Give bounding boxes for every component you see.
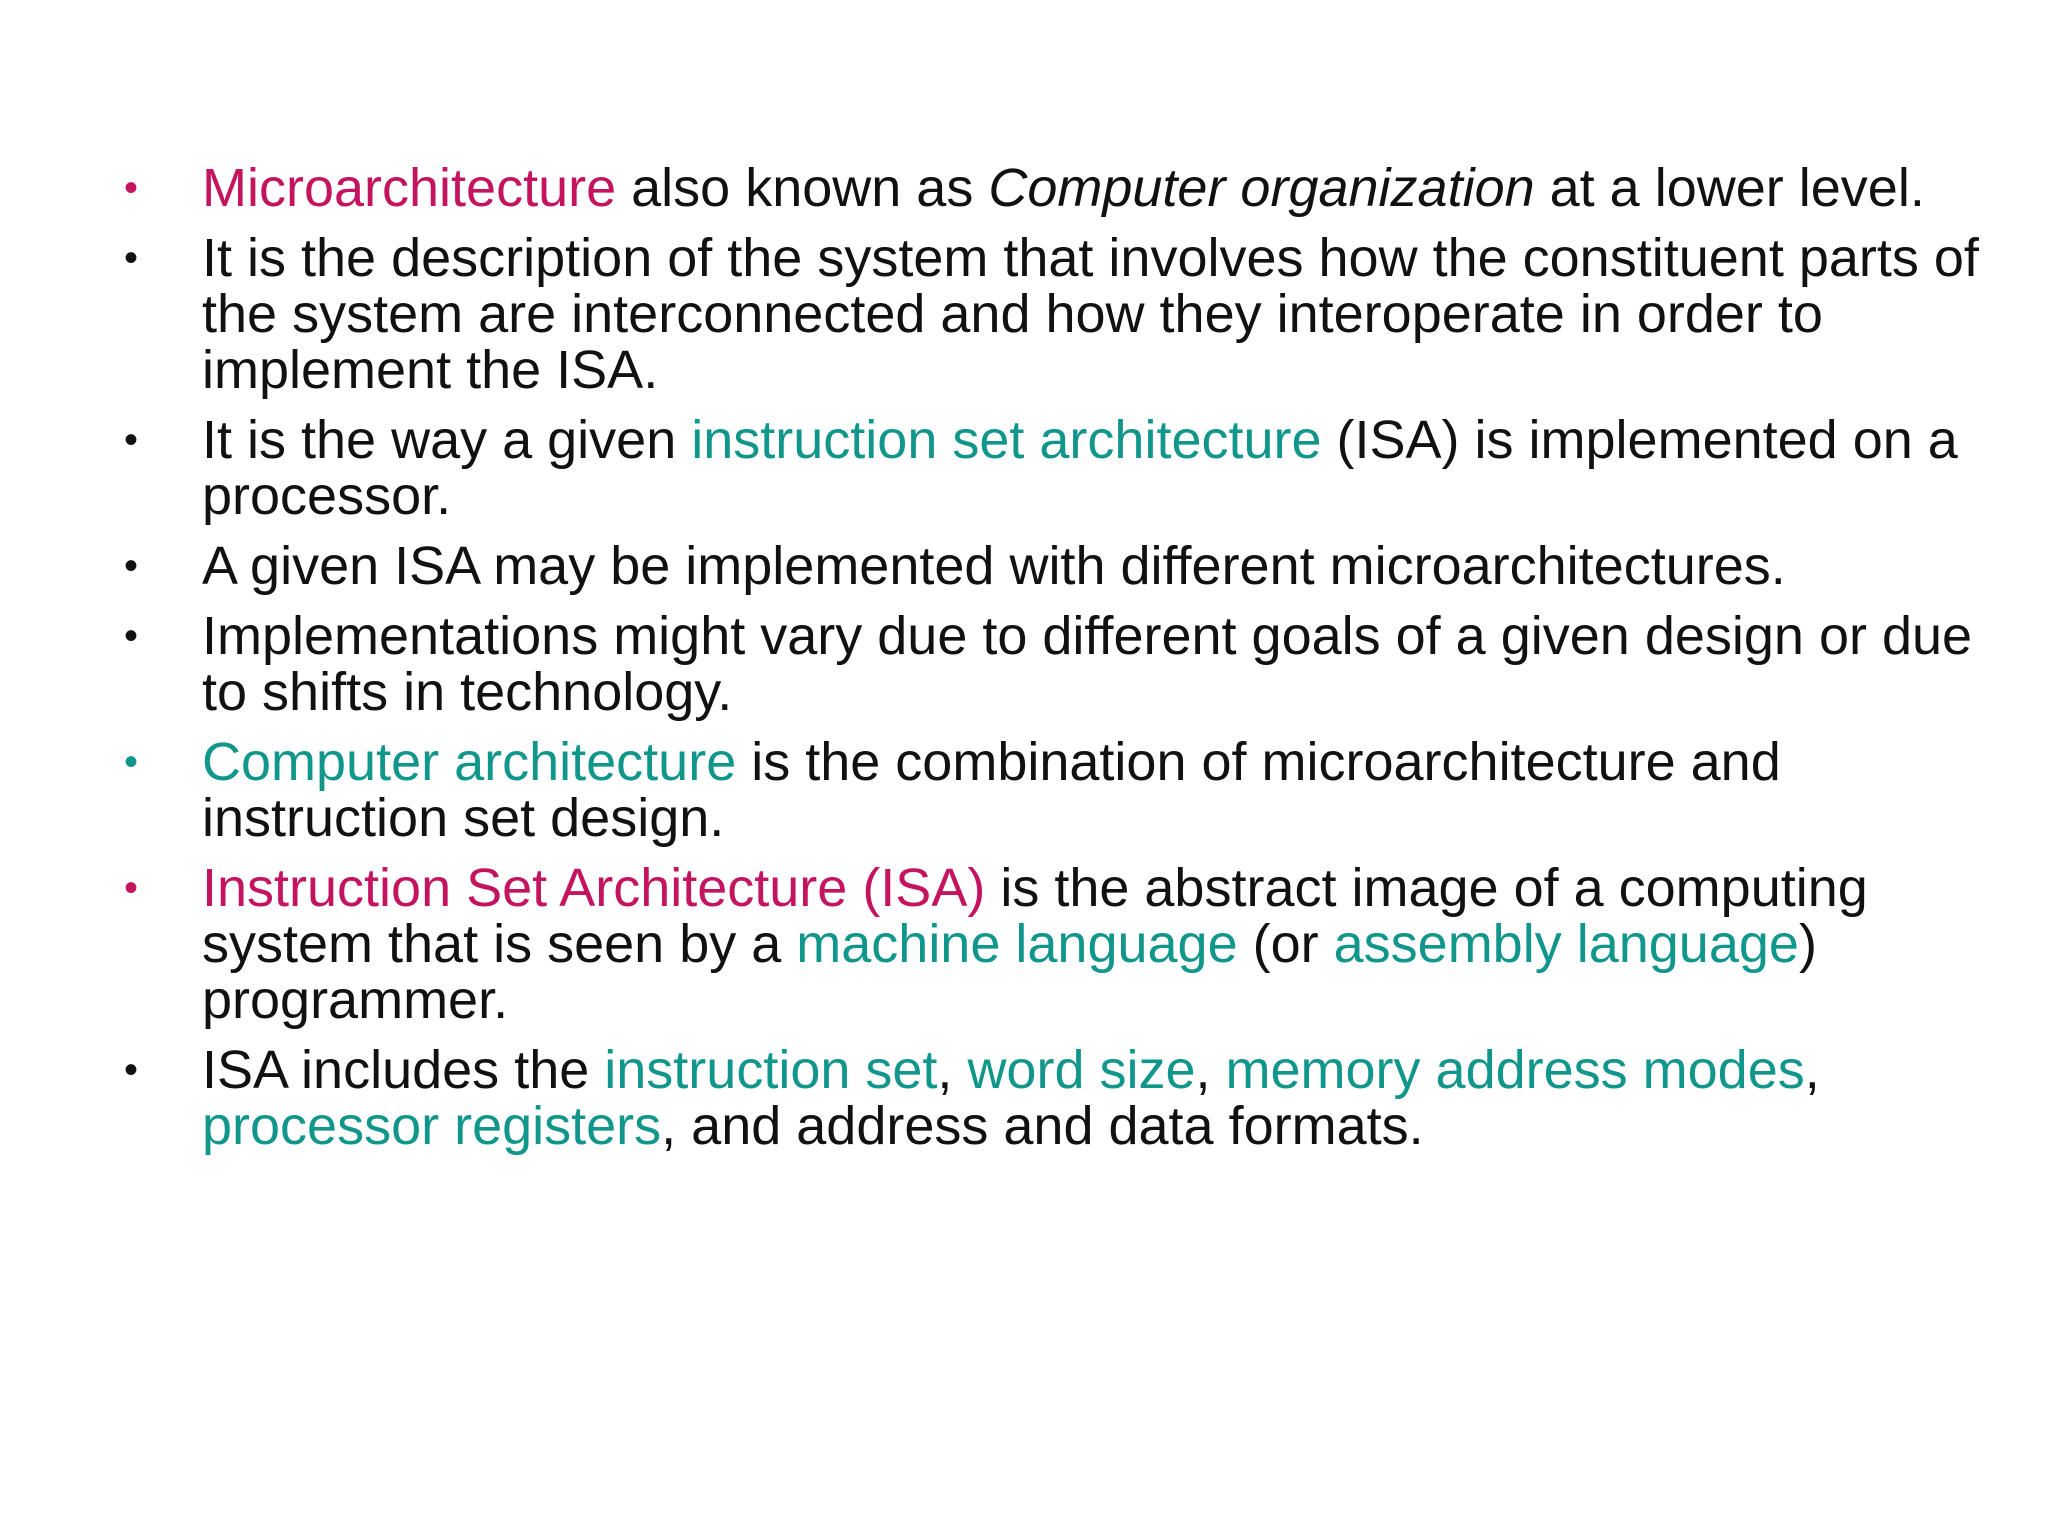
bullet-text: ,: [1195, 1040, 1226, 1100]
bullet-text: Implementations might vary due to different goals of a given design or due to shifts in technology.: [202, 606, 1973, 722]
link-computer-architecture[interactable]: Computer architecture: [202, 732, 737, 792]
bullet-text: is the combination of microarchitecture and instruction set design.: [202, 732, 1781, 848]
bullet-text: , and address and data formats.: [661, 1096, 1424, 1156]
link-assembly-language[interactable]: assembly language: [1333, 914, 1799, 974]
bullet-item: [100, 230, 2000, 398]
italic-text: Computer organization: [988, 158, 1535, 218]
bullet-text: (or: [1237, 914, 1334, 974]
link-word-size[interactable]: word size: [967, 1040, 1196, 1100]
bullet-item: [100, 860, 2000, 1028]
bullet-item: [100, 538, 2000, 594]
bullet-dot: •: [124, 236, 139, 280]
bullet-dot: •: [124, 740, 139, 784]
bullet-text: A given ISA may be implemented with different microarchitectures.: [202, 536, 1786, 596]
highlight-text: Instruction Set Architecture (ISA): [202, 858, 986, 918]
bullet-text: at a lower level.: [1534, 158, 1925, 218]
bullet-text: also known as: [616, 158, 989, 218]
bullet-text: ,: [937, 1040, 968, 1100]
bullet-list: [100, 160, 2000, 1168]
bullet-text: ,: [1804, 1040, 1820, 1100]
bullet-text: is the abstract image of a computing system that is seen by a: [202, 858, 1868, 974]
bullet-text: ) programmer.: [202, 914, 1817, 1030]
bullet-item: [100, 1042, 2000, 1154]
bullet-item: [100, 608, 2000, 720]
highlight-text: Microarchitecture: [202, 158, 617, 218]
bullet-text: It is the way a given: [202, 410, 692, 470]
bullet-dot: •: [124, 1048, 139, 1092]
bullet-item: [100, 412, 2000, 524]
bullet-item: [100, 734, 2000, 846]
bullet-dot: •: [124, 544, 139, 588]
bullet-dot: •: [124, 614, 139, 658]
link-instruction-set[interactable]: instruction set: [604, 1040, 938, 1100]
bullet-dot: •: [124, 418, 139, 462]
link-memory-address-modes[interactable]: memory address modes: [1225, 1040, 1805, 1100]
link-machine-language[interactable]: machine language: [796, 914, 1238, 974]
link-instruction-set-architecture[interactable]: instruction set architecture: [691, 410, 1322, 470]
bullet-text: (ISA) is implemented on a processor.: [202, 410, 1958, 526]
bullet-item: [100, 160, 2000, 216]
bullet-text: It is the description of the system that involves how the constituent parts of the system are interconnected and how they interoperate in order to implement the ISA.: [202, 228, 1979, 400]
bullet-dot: •: [124, 866, 139, 910]
link-processor-registers[interactable]: processor registers: [202, 1096, 662, 1156]
bullet-dot: •: [124, 166, 139, 210]
bullet-text: ISA includes the: [202, 1040, 605, 1100]
